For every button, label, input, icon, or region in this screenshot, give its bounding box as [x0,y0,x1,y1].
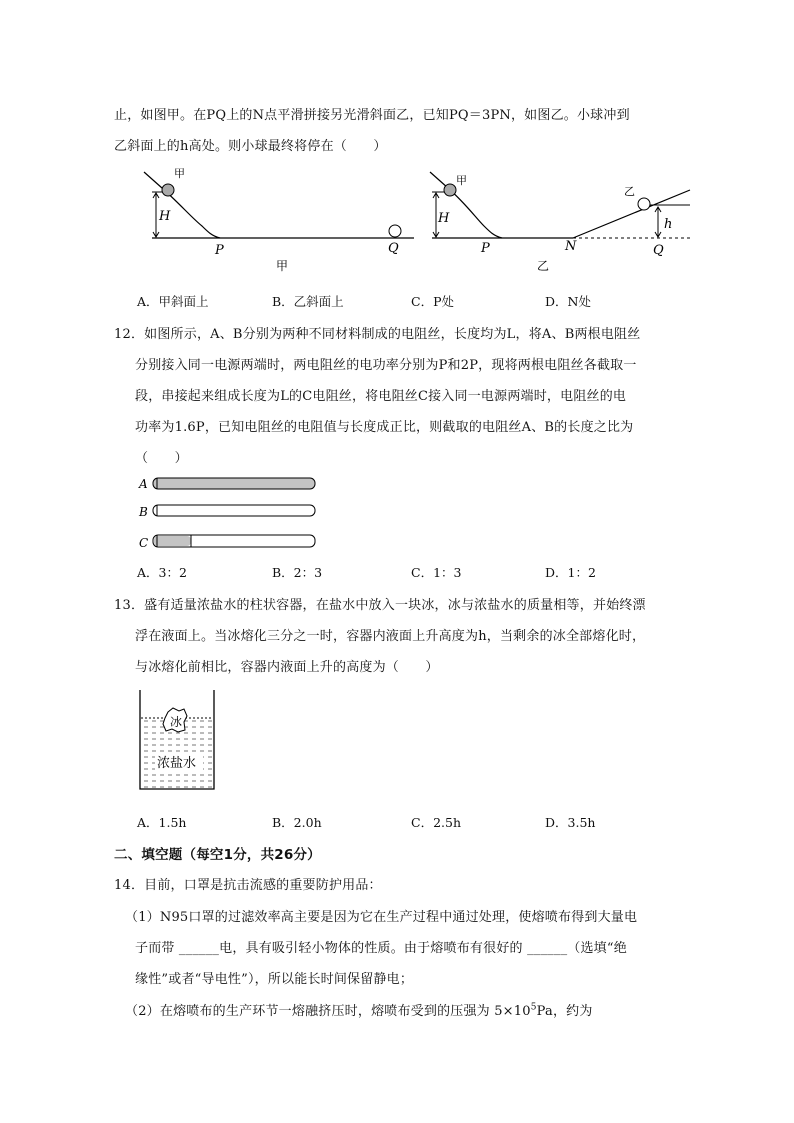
q11-text-line-1: 止，如图甲。在PQ上的N点平滑拼接另光滑斜面乙，已知PQ＝3PN，如图乙。小球冲到 [114,108,630,123]
q13-option-a[interactable]: A．1.5h [137,815,187,830]
point-label-Q: Q [388,241,399,256]
saltwater-label: 浓盐水 [157,756,197,771]
wire-a [153,478,315,489]
q11-text-line-2: 乙斜面上的h高处。则小球最终将停在（ ） [114,139,387,154]
section-title: 二、填空题（每空1分，共26分） [114,847,321,863]
q12-option-a[interactable]: A．3：2 [137,565,187,580]
q13-option-b[interactable]: B．2.0h [272,815,322,830]
figure-caption-jia: 甲 [276,259,289,273]
q11-option-d[interactable]: D．N处 [545,294,591,309]
wire-c-a-segment [154,536,191,546]
ball-jia-2 [444,184,456,196]
point-label-P: P [481,241,490,256]
ball-yi [638,198,650,210]
ball-label: 甲 [174,167,185,180]
q14-intro: 14．目前，口罩是抗击流感的重要防护用品： [114,878,382,893]
q11-figure-jia [130,160,420,275]
ball-label-yi: 乙 [624,185,635,198]
q12-text-line-5: （ ） [135,451,188,466]
point-label-P: P [215,243,224,258]
q11-figure-yi [418,160,703,275]
q12-text-line-3: 段，串接起来组成长度为L的C电阻丝，将电阻丝C接入同一电源两端时，电阻丝的电 [135,389,627,404]
q14-part2-suffix: Pa，约为 [536,1004,593,1019]
q12-option-b[interactable]: B．2：3 [272,565,323,580]
label-c: C [139,536,149,550]
q14-part1-line-3: 缘性”或者“导电性”），所以能长时间保留静电； [135,972,414,987]
wire-b [153,505,315,516]
q14-part2-exponent: 5 [530,1002,537,1013]
point-label-N: N [565,239,577,254]
q12-option-c[interactable]: C．1：3 [411,565,462,580]
q13-container-figure [135,688,220,794]
q14-part2-prefix: （2）在熔喷布的生产环节一熔融挤压时，熔喷布受到的压强为 5×10 [125,1004,531,1019]
height-label-H: H [438,211,450,226]
height-label-h: h [664,217,673,232]
q12-resistor-figure [135,470,325,555]
q11-option-b[interactable]: B．乙斜面上 [272,294,344,309]
q13-option-d[interactable]: D．3.5h [545,815,596,830]
q13-text-line-2: 浮在液面上。当冰熔化三分之一时，容器内液面上升高度为h，当剩余的冰全部熔化时， [135,629,646,644]
ice-label: 冰 [170,715,183,729]
height-label-H: H [159,209,171,224]
point-q-circle [389,225,401,237]
q14-part1-line-2: 子而带 ______电，具有吸引轻小物体的性质。由于熔喷布有很好的 ______（选填“绝 [135,941,627,956]
q11-option-c[interactable]: C．P处 [411,294,454,309]
q14-part1-line-1: （1）N95口罩的过滤效率高主要是因为它在生产过程中通过处理，使熔喷布得到大量电 [125,910,638,925]
q12-option-d[interactable]: D．1：2 [545,565,596,580]
figure-caption-yi: 乙 [537,259,550,273]
q12-text-line-4: 功率为1.6P，已知电阻丝的电阻值与长度成正比，则截取的电阻丝A、B的长度之比为 [135,420,634,435]
q12-text-line-1: 12．如图所示，A、B分别为两种不同材料制成的电阻丝，长度均为L，将A、B两根电阻丝 [114,327,641,342]
q13-text-line-1: 13．盛有适量浓盐水的柱状容器，在盐水中放入一块冰，冰与浓盐水的质量相等，并始终漂 [114,598,646,613]
q11-option-a[interactable]: A．甲斜面上 [137,294,209,309]
point-label-Q: Q [653,243,664,258]
label-b: B [139,505,148,519]
q14-part2-line-1 [125,1000,593,1019]
q13-option-c[interactable]: C．2.5h [411,815,461,830]
ball-label-jia: 甲 [456,174,467,187]
q12-text-line-2: 分别接入同一电源两端时，两电阻丝的电功率分别为P和2P，现将两根电阻丝各截取一 [135,358,637,373]
ball-jia [162,184,174,196]
q13-text-line-3: 与冰熔化前相比，容器内液面上升的高度为（ ） [135,660,439,675]
label-a: A [139,477,148,491]
